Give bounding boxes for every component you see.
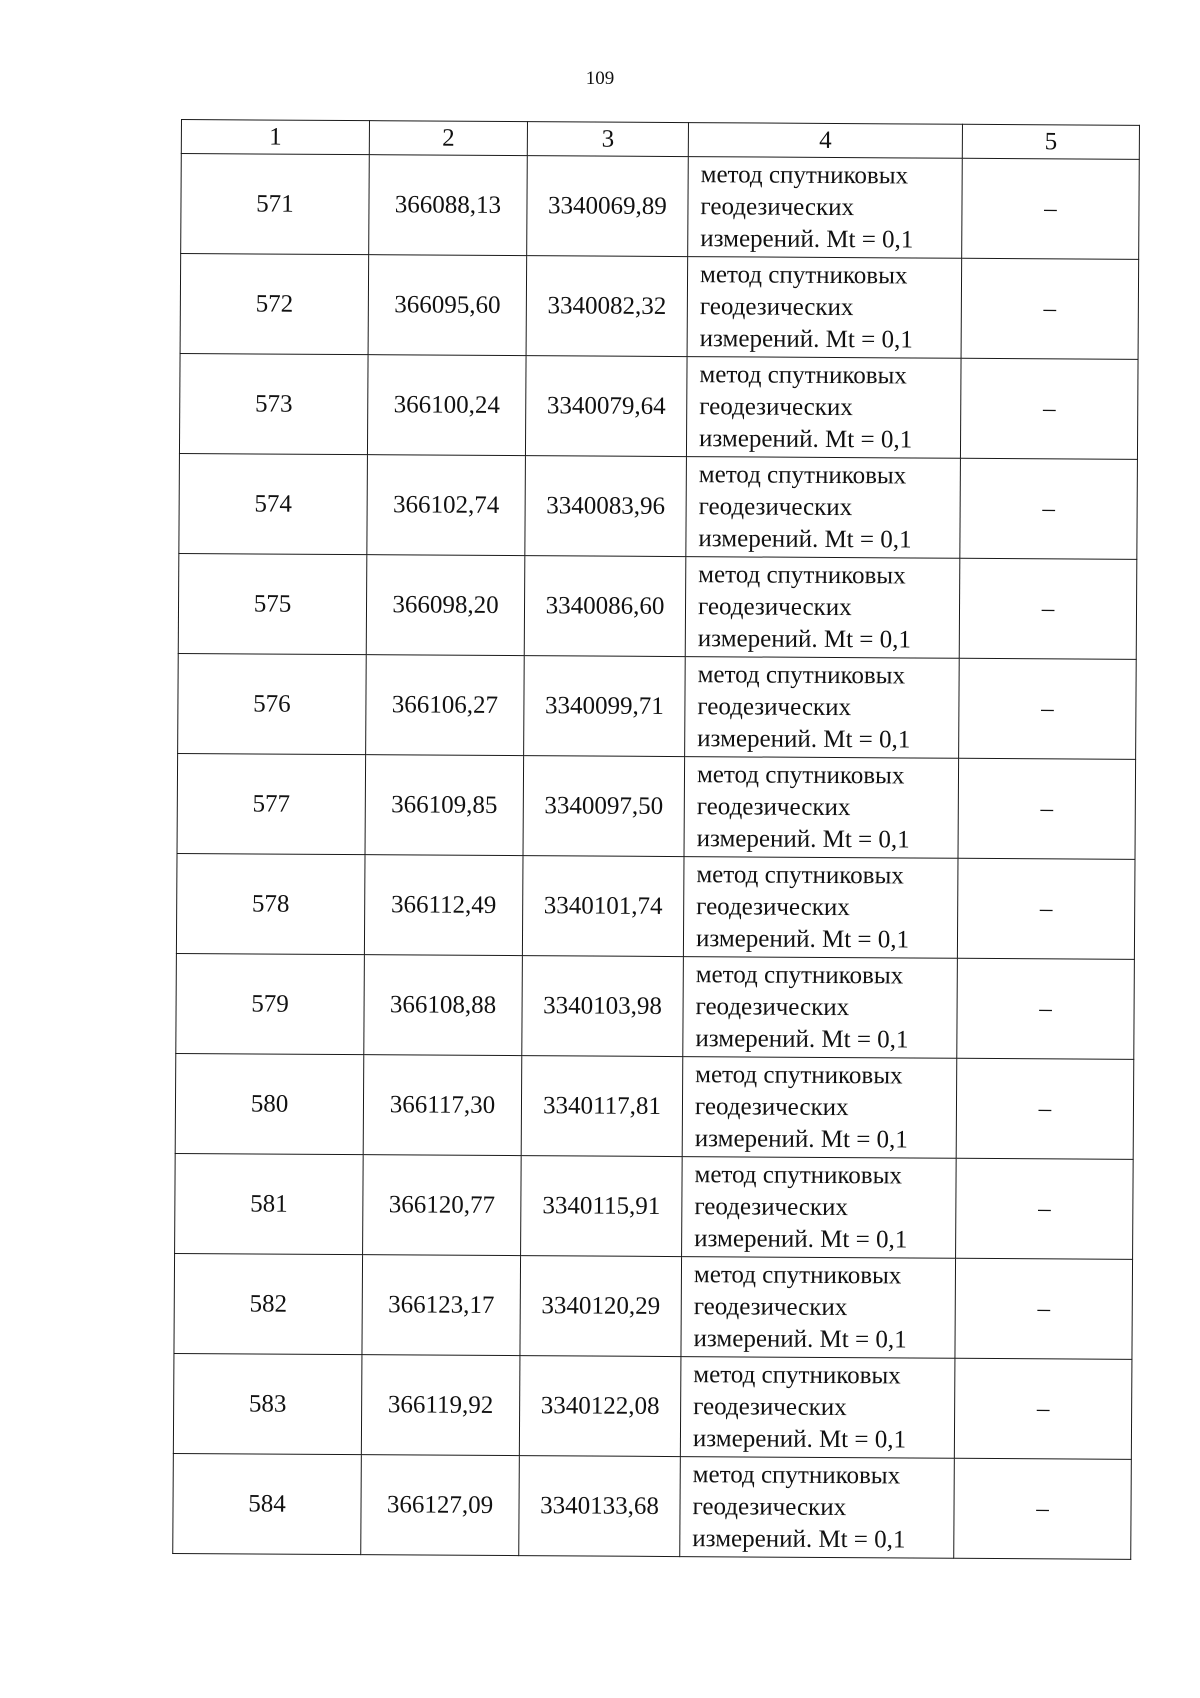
method-description-cell: метод спутниковых геодезических измерений. Mt = 0,1 bbox=[683, 957, 958, 1059]
x-coordinate-cell: 366088,13 bbox=[369, 155, 528, 256]
note-cell: – bbox=[962, 158, 1140, 259]
y-coordinate-cell: 3340097,50 bbox=[523, 756, 685, 857]
note-cell: – bbox=[957, 958, 1135, 1059]
method-description-cell: метод спутниковых геодезических измерений. Mt = 0,1 bbox=[685, 557, 960, 659]
note-cell: – bbox=[954, 1458, 1132, 1559]
table-row bbox=[180, 254, 1139, 360]
y-coordinate-cell: 3340122,08 bbox=[519, 1356, 681, 1457]
header-cell-2: 2 bbox=[369, 121, 527, 156]
point-number-cell: 573 bbox=[179, 353, 368, 454]
note-cell: – bbox=[954, 1358, 1132, 1459]
x-coordinate-cell: 366120,77 bbox=[363, 1155, 522, 1256]
table-row bbox=[179, 453, 1138, 559]
x-coordinate-cell: 366106,27 bbox=[366, 655, 525, 756]
note-cell: – bbox=[955, 1258, 1133, 1359]
y-coordinate-cell: 3340079,64 bbox=[525, 356, 687, 457]
method-description-cell: метод спутниковых геодезических измерений. Mt = 0,1 bbox=[680, 1457, 955, 1559]
table-row bbox=[175, 1053, 1134, 1159]
point-number-cell: 581 bbox=[175, 1153, 364, 1254]
x-coordinate-cell: 366095,60 bbox=[368, 255, 527, 356]
y-coordinate-cell: 3340120,29 bbox=[520, 1256, 682, 1357]
y-coordinate-cell: 3340101,74 bbox=[522, 856, 684, 957]
x-coordinate-cell: 366123,17 bbox=[362, 1255, 521, 1356]
table-body bbox=[173, 154, 1140, 1560]
table-row bbox=[177, 753, 1136, 859]
point-number-cell: 579 bbox=[176, 953, 365, 1054]
point-number-cell: 582 bbox=[174, 1253, 363, 1354]
table-row bbox=[173, 1453, 1132, 1559]
x-coordinate-cell: 366108,88 bbox=[364, 955, 523, 1056]
note-cell: – bbox=[958, 758, 1136, 859]
x-coordinate-cell: 366100,24 bbox=[367, 355, 526, 456]
coordinates-table bbox=[172, 119, 1140, 1560]
x-coordinate-cell: 366102,74 bbox=[367, 455, 526, 556]
note-cell: – bbox=[960, 358, 1138, 459]
y-coordinate-cell: 3340117,81 bbox=[521, 1056, 683, 1157]
y-coordinate-cell: 3340099,71 bbox=[524, 656, 686, 757]
method-description-cell: метод спутниковых геодезических измерений. Mt = 0,1 bbox=[680, 1357, 955, 1459]
x-coordinate-cell: 366119,92 bbox=[361, 1355, 520, 1456]
table-row bbox=[178, 553, 1137, 659]
point-number-cell: 584 bbox=[173, 1453, 362, 1554]
table-row bbox=[173, 1353, 1132, 1459]
method-description-cell: метод спутниковых геодезических измерений. Mt = 0,1 bbox=[684, 757, 959, 859]
method-description-cell: метод спутниковых геодезических измерений. Mt = 0,1 bbox=[682, 1157, 957, 1259]
table-row bbox=[176, 953, 1135, 1059]
y-coordinate-cell: 3340103,98 bbox=[522, 956, 684, 1057]
point-number-cell: 575 bbox=[178, 553, 367, 654]
note-cell: – bbox=[959, 558, 1137, 659]
y-coordinate-cell: 3340069,89 bbox=[527, 156, 689, 257]
y-coordinate-cell: 3340115,91 bbox=[521, 1156, 683, 1257]
header-cell-3: 3 bbox=[527, 122, 688, 157]
method-description-cell: метод спутниковых геодезических измерений. Mt = 0,1 bbox=[687, 257, 962, 359]
note-cell: – bbox=[959, 658, 1137, 759]
table-row bbox=[174, 1253, 1133, 1359]
y-coordinate-cell: 3340086,60 bbox=[524, 556, 686, 657]
table-row bbox=[179, 353, 1138, 459]
method-description-cell: метод спутниковых геодезических измерений. Mt = 0,1 bbox=[686, 357, 961, 459]
page-number: 109 bbox=[585, 68, 615, 89]
header-cell-1: 1 bbox=[181, 120, 369, 155]
method-description-cell: метод спутниковых геодезических измерений. Mt = 0,1 bbox=[688, 157, 963, 259]
y-coordinate-cell: 3340082,32 bbox=[526, 256, 688, 357]
x-coordinate-cell: 366112,49 bbox=[364, 855, 523, 956]
note-cell: – bbox=[960, 458, 1138, 559]
method-description-cell: метод спутниковых геодезических измерений. Mt = 0,1 bbox=[681, 1257, 956, 1359]
note-cell: – bbox=[956, 1058, 1134, 1159]
x-coordinate-cell: 366109,85 bbox=[365, 755, 524, 856]
coordinates-table-container bbox=[172, 119, 1140, 1560]
method-description-cell: метод спутниковых геодезических измерений. Mt = 0,1 bbox=[685, 657, 960, 759]
header-row bbox=[181, 120, 1139, 160]
point-number-cell: 578 bbox=[176, 853, 365, 954]
header-cell-5: 5 bbox=[962, 124, 1139, 159]
table-row bbox=[178, 653, 1137, 759]
point-number-cell: 574 bbox=[179, 453, 368, 554]
table-row bbox=[181, 154, 1140, 260]
table-row bbox=[176, 853, 1135, 959]
note-cell: – bbox=[956, 1158, 1134, 1259]
point-number-cell: 580 bbox=[175, 1053, 364, 1154]
y-coordinate-cell: 3340083,96 bbox=[525, 456, 687, 557]
x-coordinate-cell: 366117,30 bbox=[363, 1055, 522, 1156]
method-description-cell: метод спутниковых геодезических измерений. Mt = 0,1 bbox=[682, 1057, 957, 1159]
table-row bbox=[175, 1153, 1134, 1259]
point-number-cell: 583 bbox=[173, 1353, 362, 1454]
x-coordinate-cell: 366098,20 bbox=[366, 555, 525, 656]
method-description-cell: метод спутниковых геодезических измерений. Mt = 0,1 bbox=[683, 857, 958, 959]
header-cell-4: 4 bbox=[688, 123, 962, 159]
point-number-cell: 576 bbox=[178, 653, 367, 754]
point-number-cell: 577 bbox=[177, 753, 366, 854]
point-number-cell: 572 bbox=[180, 254, 369, 355]
y-coordinate-cell: 3340133,68 bbox=[519, 1456, 681, 1557]
note-cell: – bbox=[961, 258, 1139, 359]
x-coordinate-cell: 366127,09 bbox=[361, 1455, 520, 1556]
table-header bbox=[181, 120, 1139, 160]
note-cell: – bbox=[957, 858, 1135, 959]
method-description-cell: метод спутниковых геодезических измерений. Mt = 0,1 bbox=[686, 457, 961, 559]
point-number-cell: 571 bbox=[181, 154, 370, 255]
